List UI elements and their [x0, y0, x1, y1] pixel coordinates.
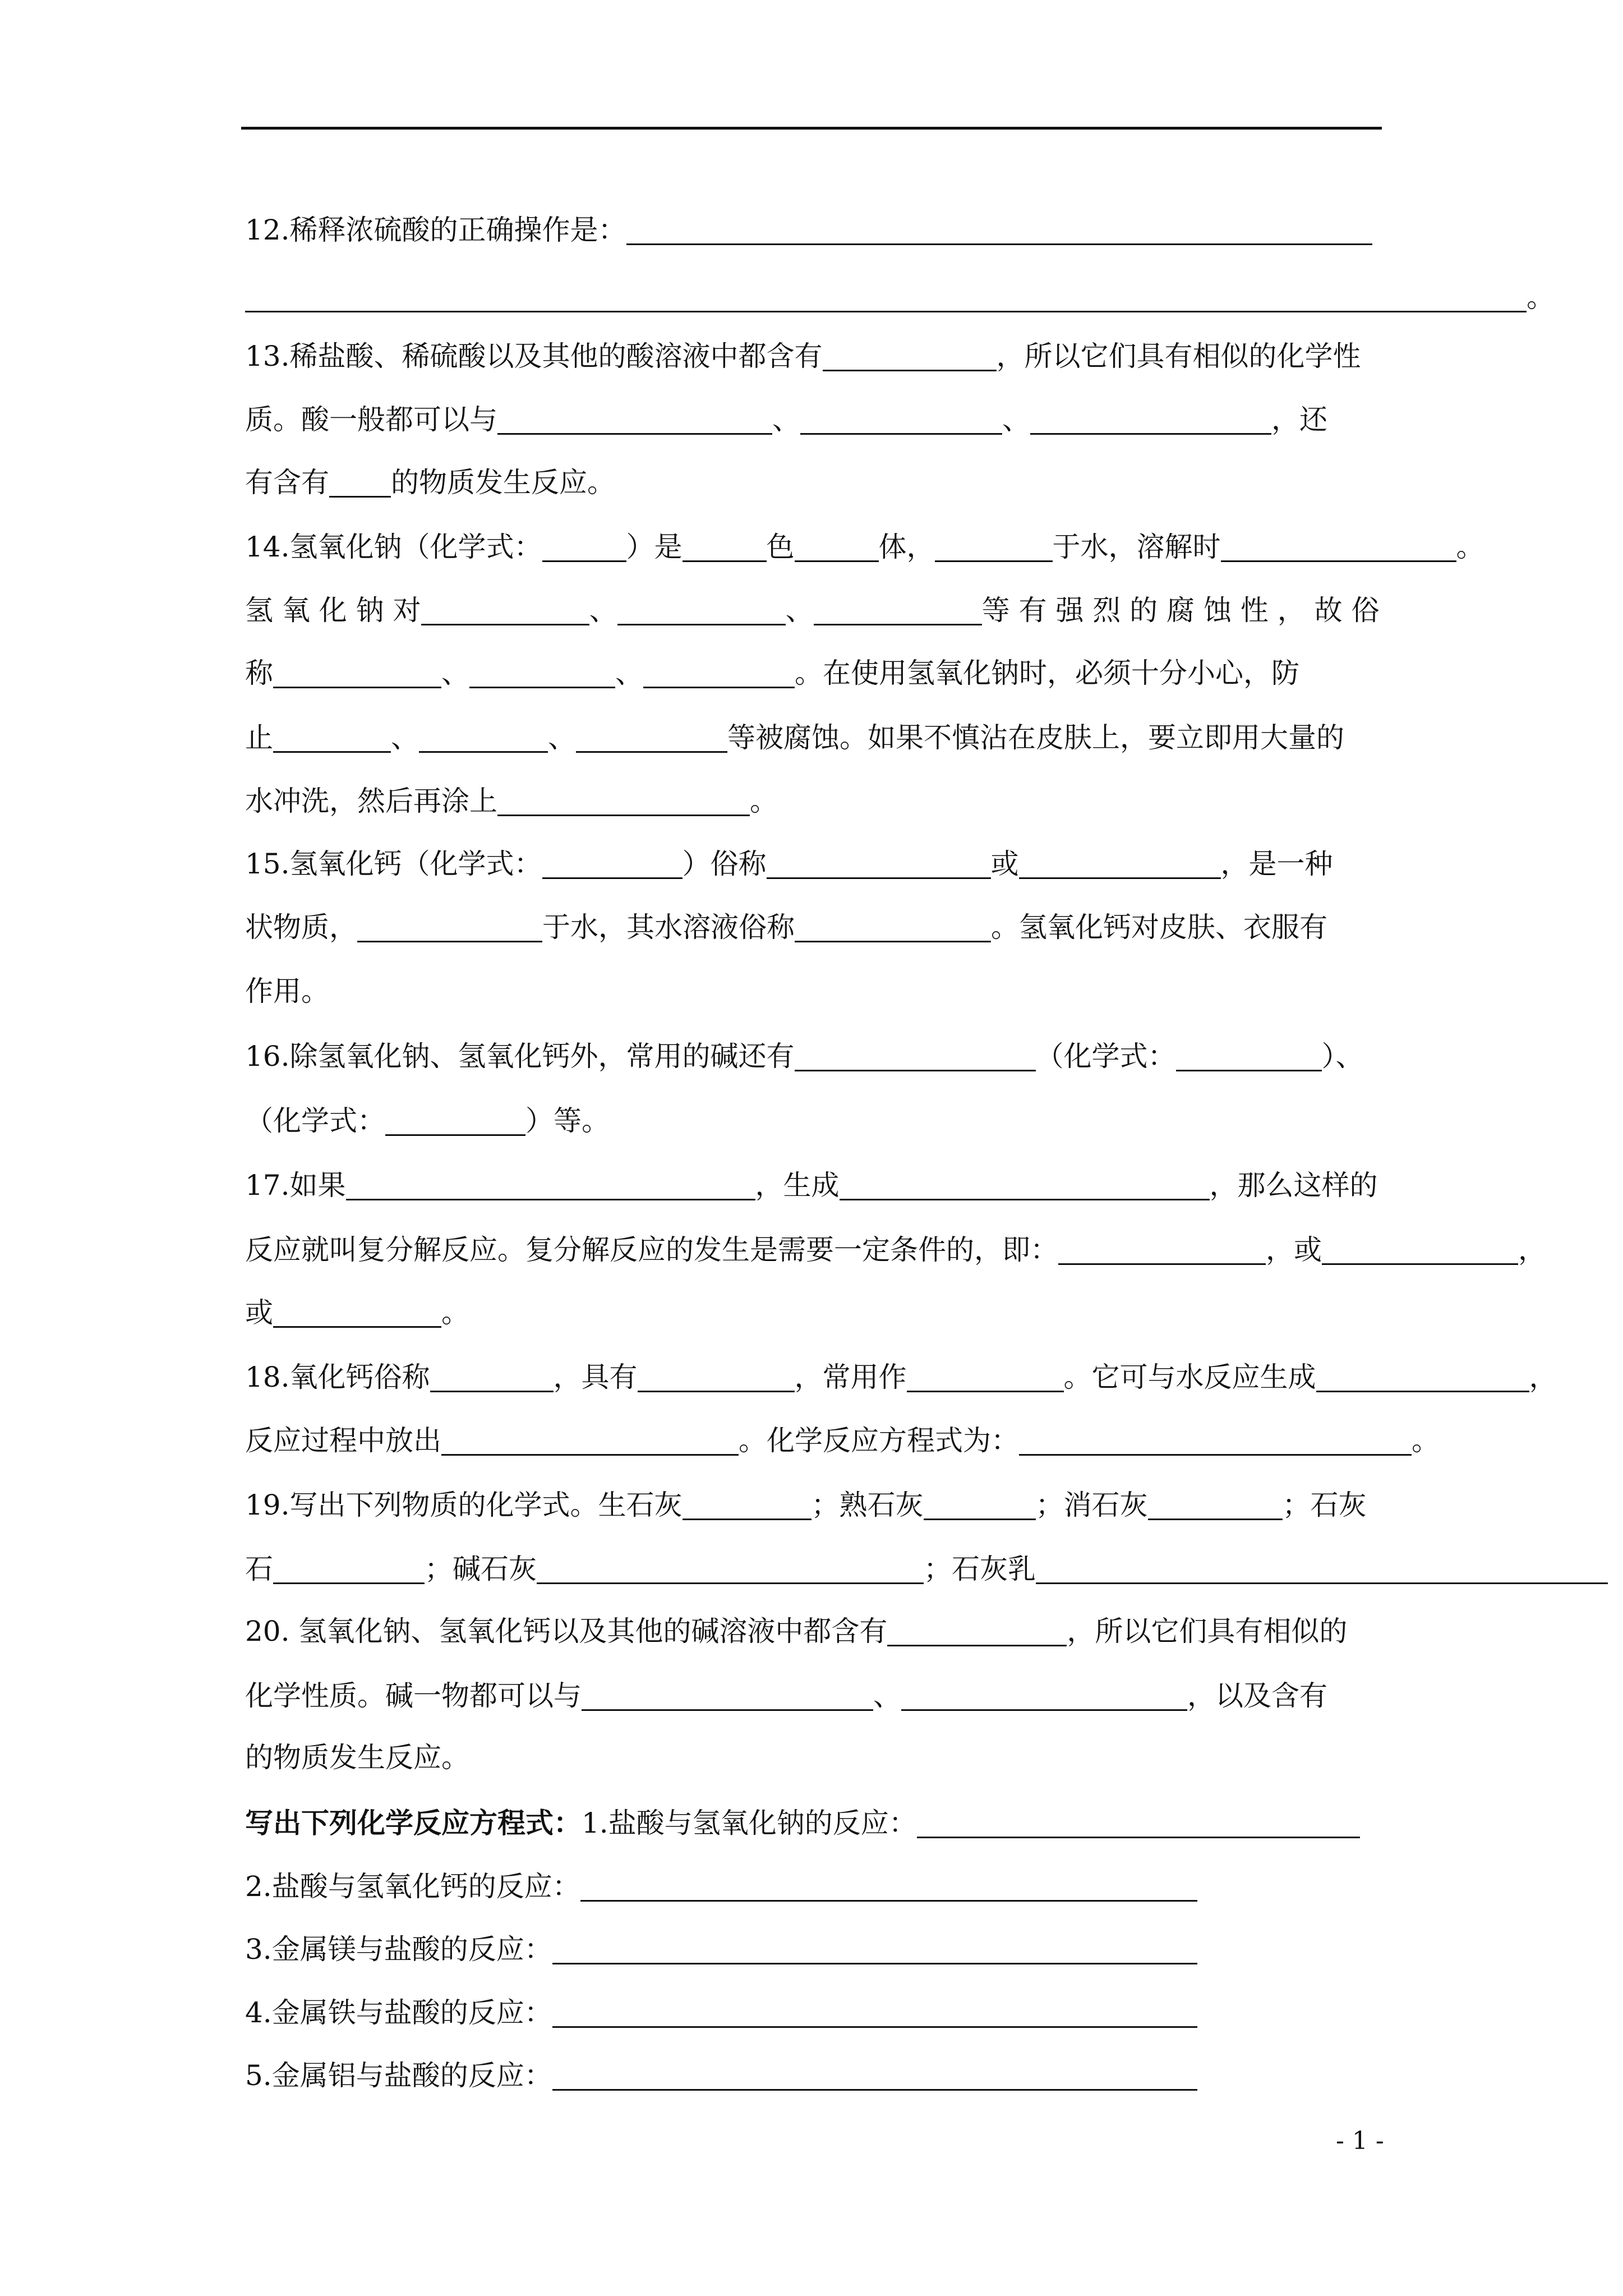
- answer-blank[interactable]: [273, 656, 441, 688]
- answer-blank[interactable]: [795, 530, 879, 562]
- q14-line-2: 氢 氧 化 钠 对 、 、 等 有 强 烈 的 腐 蚀 性 ， 故 俗: [245, 594, 1380, 627]
- q20-line-2: 化学性质。碱一物都可以与 、 ，以及含有: [245, 1680, 1327, 1712]
- q16-line-2: （化学式： ）等。: [245, 1105, 610, 1137]
- equations-heading: 写出下列化学反应方程式：: [245, 1806, 582, 1839]
- answer-blank[interactable]: [357, 910, 542, 942]
- q15-line-3: 作用。: [245, 975, 329, 1007]
- answer-blank[interactable]: [1058, 1233, 1266, 1265]
- equations-line-3: 3.金属镁与盐酸的反应：: [245, 1927, 1197, 1972]
- answer-blank[interactable]: [823, 339, 997, 371]
- answer-blank[interactable]: [887, 1614, 1067, 1646]
- answer-blank[interactable]: [419, 721, 548, 753]
- answer-blank[interactable]: [626, 213, 1372, 245]
- answer-blank[interactable]: [800, 403, 1002, 435]
- answer-blank[interactable]: [542, 847, 683, 879]
- answer-blank[interactable]: [430, 1360, 554, 1392]
- answer-blank[interactable]: [497, 403, 772, 435]
- answer-blank[interactable]: [814, 593, 982, 625]
- equations-line-4: 4.金属铁与盐酸的反应：: [245, 1990, 1197, 2035]
- answer-blank[interactable]: [421, 593, 589, 625]
- q20-line-1: 20. 氢氧化钠、氢氧化钙以及其他的碱溶液中都含有 ，所以它们具有相似的: [245, 1615, 1348, 1648]
- answer-blank[interactable]: [497, 784, 750, 816]
- answer-blank[interactable]: [840, 1168, 1210, 1200]
- answer-blank[interactable]: [537, 1552, 924, 1584]
- answer-blank[interactable]: [552, 2059, 1197, 2091]
- answer-blank[interactable]: [924, 1488, 1036, 1520]
- answer-blank[interactable]: [1030, 403, 1271, 435]
- answer-blank[interactable]: [1316, 1360, 1529, 1392]
- q14-line-5: 水冲洗，然后再涂上 。: [245, 785, 778, 817]
- q15-line-1: 15.氢氧化钙（化学式： ）俗称 或 ，是一种: [245, 848, 1333, 880]
- answer-blank[interactable]: [795, 1039, 1036, 1071]
- q14-line-1: 14.氢氧化钠（化学式： ）是 色 体， 于水，溶解时 。: [245, 531, 1484, 563]
- answer-blank[interactable]: [901, 1679, 1187, 1711]
- answer-blank[interactable]: [542, 530, 626, 562]
- q18-line-2: 反应过程中放出 。化学反应方程式为： 。: [245, 1424, 1440, 1457]
- q13-line-3: 有含有 的物质发生反应。: [245, 466, 615, 499]
- answer-blank[interactable]: [935, 530, 1053, 562]
- q17-line-2: 反应就叫复分解反应。复分解反应的发生是需要一定条件的，即： ，或 ，: [245, 1234, 1546, 1266]
- q19-line-1: 19.写出下列物质的化学式。生石灰 ；熟石灰 ；消石灰 ；石灰: [245, 1489, 1367, 1521]
- answer-blank[interactable]: [552, 1932, 1197, 1964]
- page-number: - 1 -: [1336, 2127, 1384, 2155]
- answer-blank[interactable]: [617, 593, 786, 625]
- answer-blank[interactable]: [643, 656, 795, 688]
- answer-blank[interactable]: [552, 1996, 1197, 2028]
- q18-line-1: 18.氧化钙俗称 ，具有 ，常用作 。它可与水反应生成 ，: [245, 1361, 1557, 1393]
- q13-line-1: 13.稀盐酸、稀硫酸以及其他的酸溶液中都含有 ，所以它们具有相似的化学性: [245, 340, 1361, 372]
- answer-blank[interactable]: [683, 1488, 811, 1520]
- answer-blank[interactable]: [1176, 1039, 1322, 1071]
- answer-blank[interactable]: [1148, 1488, 1283, 1520]
- answer-blank[interactable]: [469, 656, 615, 688]
- answer-blank[interactable]: [1322, 1233, 1518, 1265]
- q17-line-1: 17.如果 ，生成 ，那么这样的: [245, 1169, 1378, 1202]
- answer-blank[interactable]: [1019, 1424, 1412, 1456]
- q13-line-2: 质。酸一般都可以与 、 、 ，还: [245, 403, 1327, 436]
- equations-line-2: 2.盐酸与氢氧化钙的反应：: [245, 1864, 1197, 1909]
- q19-line-2: 石 ；碱石灰 ；石灰乳: [245, 1547, 1608, 1591]
- q16-line-1: 16.除氢氧化钠、氢氧化钙外，常用的碱还有 （化学式： ）、: [245, 1040, 1364, 1073]
- answer-blank[interactable]: [907, 1360, 1064, 1392]
- q15-line-2: 状物质， 于水，其水溶液俗称 。氢氧化钙对皮肤、衣服有: [245, 911, 1327, 944]
- answer-blank[interactable]: [273, 1552, 425, 1584]
- answer-blank[interactable]: [329, 466, 391, 498]
- q12-line-2: 。: [245, 275, 1555, 320]
- answer-blank[interactable]: [1221, 530, 1456, 562]
- answer-blank[interactable]: [580, 1870, 1197, 1902]
- answer-blank[interactable]: [767, 847, 991, 879]
- answer-blank[interactable]: [917, 1806, 1360, 1838]
- answer-blank[interactable]: [385, 1104, 525, 1136]
- equations-line-1: 写出下列化学反应方程式：1.盐酸与氢氧化钠的反应：: [245, 1801, 1360, 1846]
- header-rule: [241, 127, 1382, 130]
- q17-line-3: 或 。: [245, 1296, 469, 1329]
- answer-blank[interactable]: [795, 910, 991, 942]
- q14-line-4: 止 、 、 等被腐蚀。如果不慎沾在皮肤上，要立即用大量的: [245, 721, 1344, 754]
- answer-blank[interactable]: [441, 1424, 739, 1456]
- answer-blank[interactable]: [638, 1360, 795, 1392]
- answer-blank[interactable]: [245, 280, 1527, 312]
- answer-blank[interactable]: [582, 1679, 873, 1711]
- answer-blank[interactable]: [273, 1296, 441, 1328]
- answer-blank[interactable]: [346, 1168, 755, 1200]
- answer-blank[interactable]: [576, 721, 727, 753]
- answer-blank[interactable]: [1036, 1552, 1608, 1584]
- answer-blank[interactable]: [273, 721, 391, 753]
- q12-line-1: 12.稀释浓硫酸的正确操作是：: [245, 208, 1372, 252]
- q14-line-3: 称 、 、 。在使用氢氧化钠时，必须十分小心，防: [245, 657, 1299, 689]
- answer-blank[interactable]: [683, 530, 767, 562]
- q20-line-3: 的物质发生反应。: [245, 1741, 469, 1774]
- answer-blank[interactable]: [1019, 847, 1221, 879]
- equations-line-5: 5.金属铝与盐酸的反应：: [245, 2053, 1197, 2098]
